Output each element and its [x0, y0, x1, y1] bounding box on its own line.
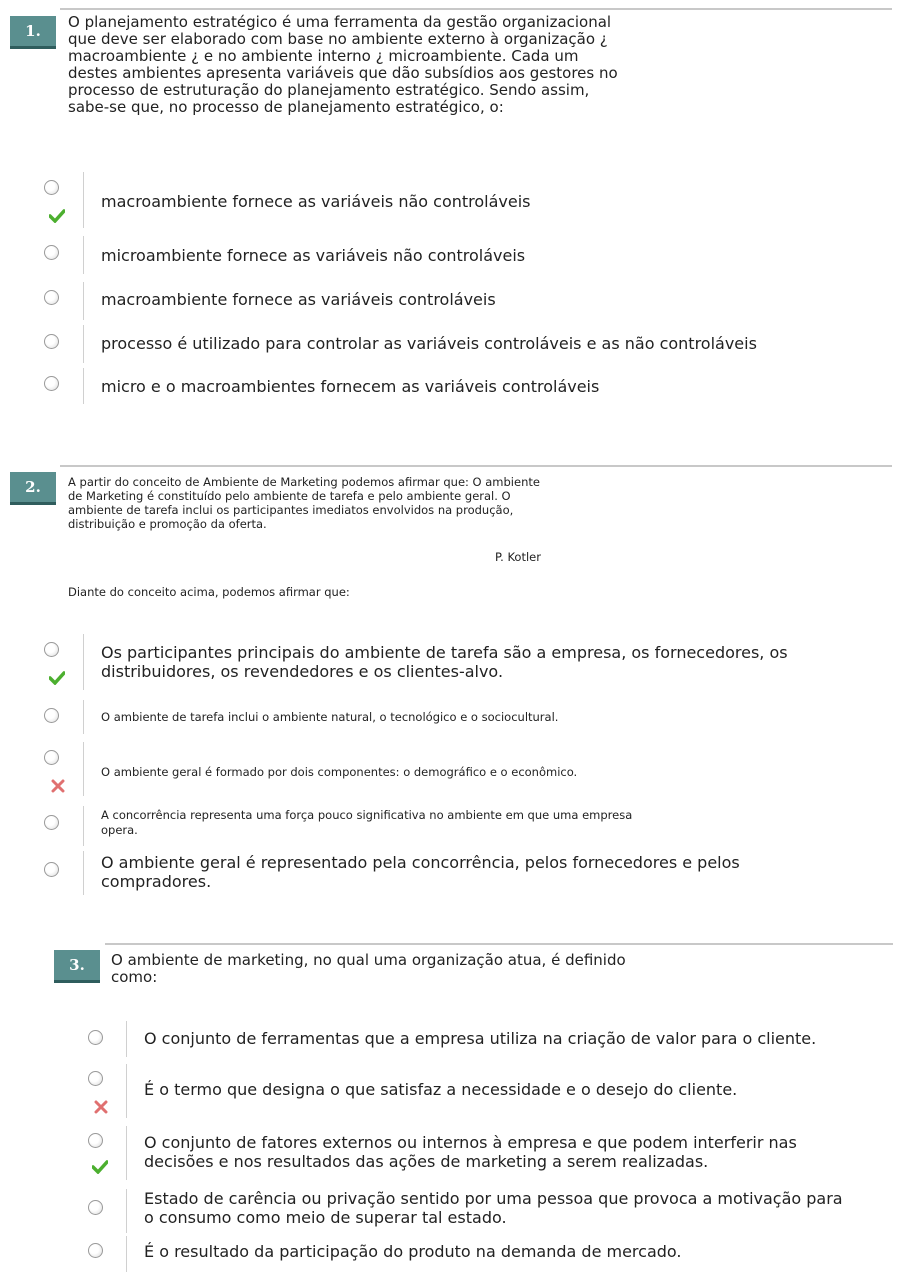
question-divider	[60, 465, 892, 467]
radio-button[interactable]	[44, 862, 59, 877]
option-label: O conjunto de fatores externos ou internos à empresa e que podem interferir nas decisões e nos resultados das ações de marketing a serem realizadas.	[144, 1133, 797, 1171]
radio-button[interactable]	[88, 1133, 103, 1148]
radio-button[interactable]	[44, 708, 59, 723]
question-number: 2.	[10, 472, 56, 505]
quote-author: P. Kotler	[495, 550, 541, 564]
option-divider	[83, 236, 84, 274]
option-label: O ambiente geral é representado pela concorrência, pelos fornecedores e pelos compradores.	[101, 853, 740, 891]
radio-button[interactable]	[44, 180, 59, 195]
option-label: micro e o macroambientes fornecem as variáveis controláveis	[101, 377, 600, 396]
radio-button[interactable]	[44, 376, 59, 391]
option-divider	[83, 742, 84, 796]
option-divider	[126, 1064, 127, 1118]
radio-button[interactable]	[44, 245, 59, 260]
correct-check-icon	[92, 1160, 108, 1174]
option-label: É o resultado da participação do produto na demanda de mercado.	[144, 1242, 682, 1261]
wrong-x-icon	[94, 1100, 108, 1114]
option-label: macroambiente fornece as variáveis não controláveis	[101, 192, 531, 211]
option-divider	[83, 851, 84, 895]
option-label: A concorrência representa uma força pouco significativa no ambiente em que uma empresa opera.	[101, 808, 633, 837]
wrong-x-icon	[51, 779, 65, 793]
question-number: 3.	[54, 950, 100, 983]
option-divider	[83, 806, 84, 846]
question-text: O planejamento estratégico é uma ferramenta da gestão organizacional que deve ser elaborado com base no ambiente externo à organização ¿ macroambiente ¿ e no ambiente interno ¿ microambiente. Cada um destes ambientes apresenta variáveis que dão subsídios aos gestores no processo de estruturação do planejamento estratégico. Sendo assim, sabe-se que, no processo de planejamento estratégico, o:	[68, 13, 618, 116]
option-divider	[126, 1236, 127, 1272]
radio-button[interactable]	[44, 815, 59, 830]
option-label: Os participantes principais do ambiente de tarefa são a empresa, os fornecedores, os distribuidores, os revendedores e os clientes-alvo.	[101, 643, 788, 681]
option-label: Estado de carência ou privação sentido por uma pessoa que provoca a motivação para o consumo como meio de superar tal estado.	[144, 1189, 843, 1227]
radio-button[interactable]	[88, 1243, 103, 1258]
question-text: O ambiente de marketing, no qual uma organização atua, é definido como:	[111, 951, 626, 986]
option-divider	[83, 172, 84, 228]
question-divider	[60, 8, 892, 10]
question-number: 1.	[10, 16, 56, 49]
radio-button[interactable]	[44, 290, 59, 305]
question-prompt: Diante do conceito acima, podemos afirmar que:	[68, 585, 350, 599]
option-label: O ambiente geral é formado por dois componentes: o demográfico e o econômico.	[101, 765, 578, 779]
radio-button[interactable]	[44, 750, 59, 765]
radio-button[interactable]	[88, 1071, 103, 1086]
option-divider	[83, 634, 84, 690]
option-divider	[126, 1126, 127, 1180]
option-divider	[83, 700, 84, 734]
radio-button[interactable]	[88, 1200, 103, 1215]
option-divider	[126, 1189, 127, 1233]
radio-button[interactable]	[44, 642, 59, 657]
option-label: microambiente fornece as variáveis não controláveis	[101, 246, 526, 265]
radio-button[interactable]	[88, 1030, 103, 1045]
option-label: O conjunto de ferramentas que a empresa utiliza na criação de valor para o cliente.	[144, 1029, 817, 1048]
correct-check-icon	[49, 209, 65, 223]
option-divider	[126, 1021, 127, 1057]
question-text: A partir do conceito de Ambiente de Marketing podemos afirmar que: O ambiente de Marketing é constituído pelo ambiente de tarefa e pelo ambiente geral. O ambiente de tarefa inclui os participantes imediatos envolvidos na produção, distribuição e promoção da oferta.	[68, 475, 540, 531]
option-label: O ambiente de tarefa inclui o ambiente natural, o tecnológico e o sociocultural.	[101, 710, 559, 724]
radio-button[interactable]	[44, 334, 59, 349]
option-divider	[83, 368, 84, 404]
option-divider	[83, 282, 84, 320]
option-label: macroambiente fornece as variáveis controláveis	[101, 290, 496, 309]
correct-check-icon	[49, 671, 65, 685]
option-divider	[83, 325, 84, 363]
option-label: É o termo que designa o que satisfaz a necessidade e o desejo do cliente.	[144, 1080, 738, 1099]
option-label: processo é utilizado para controlar as variáveis controláveis e as não controláveis	[101, 334, 757, 353]
question-divider	[105, 943, 893, 945]
